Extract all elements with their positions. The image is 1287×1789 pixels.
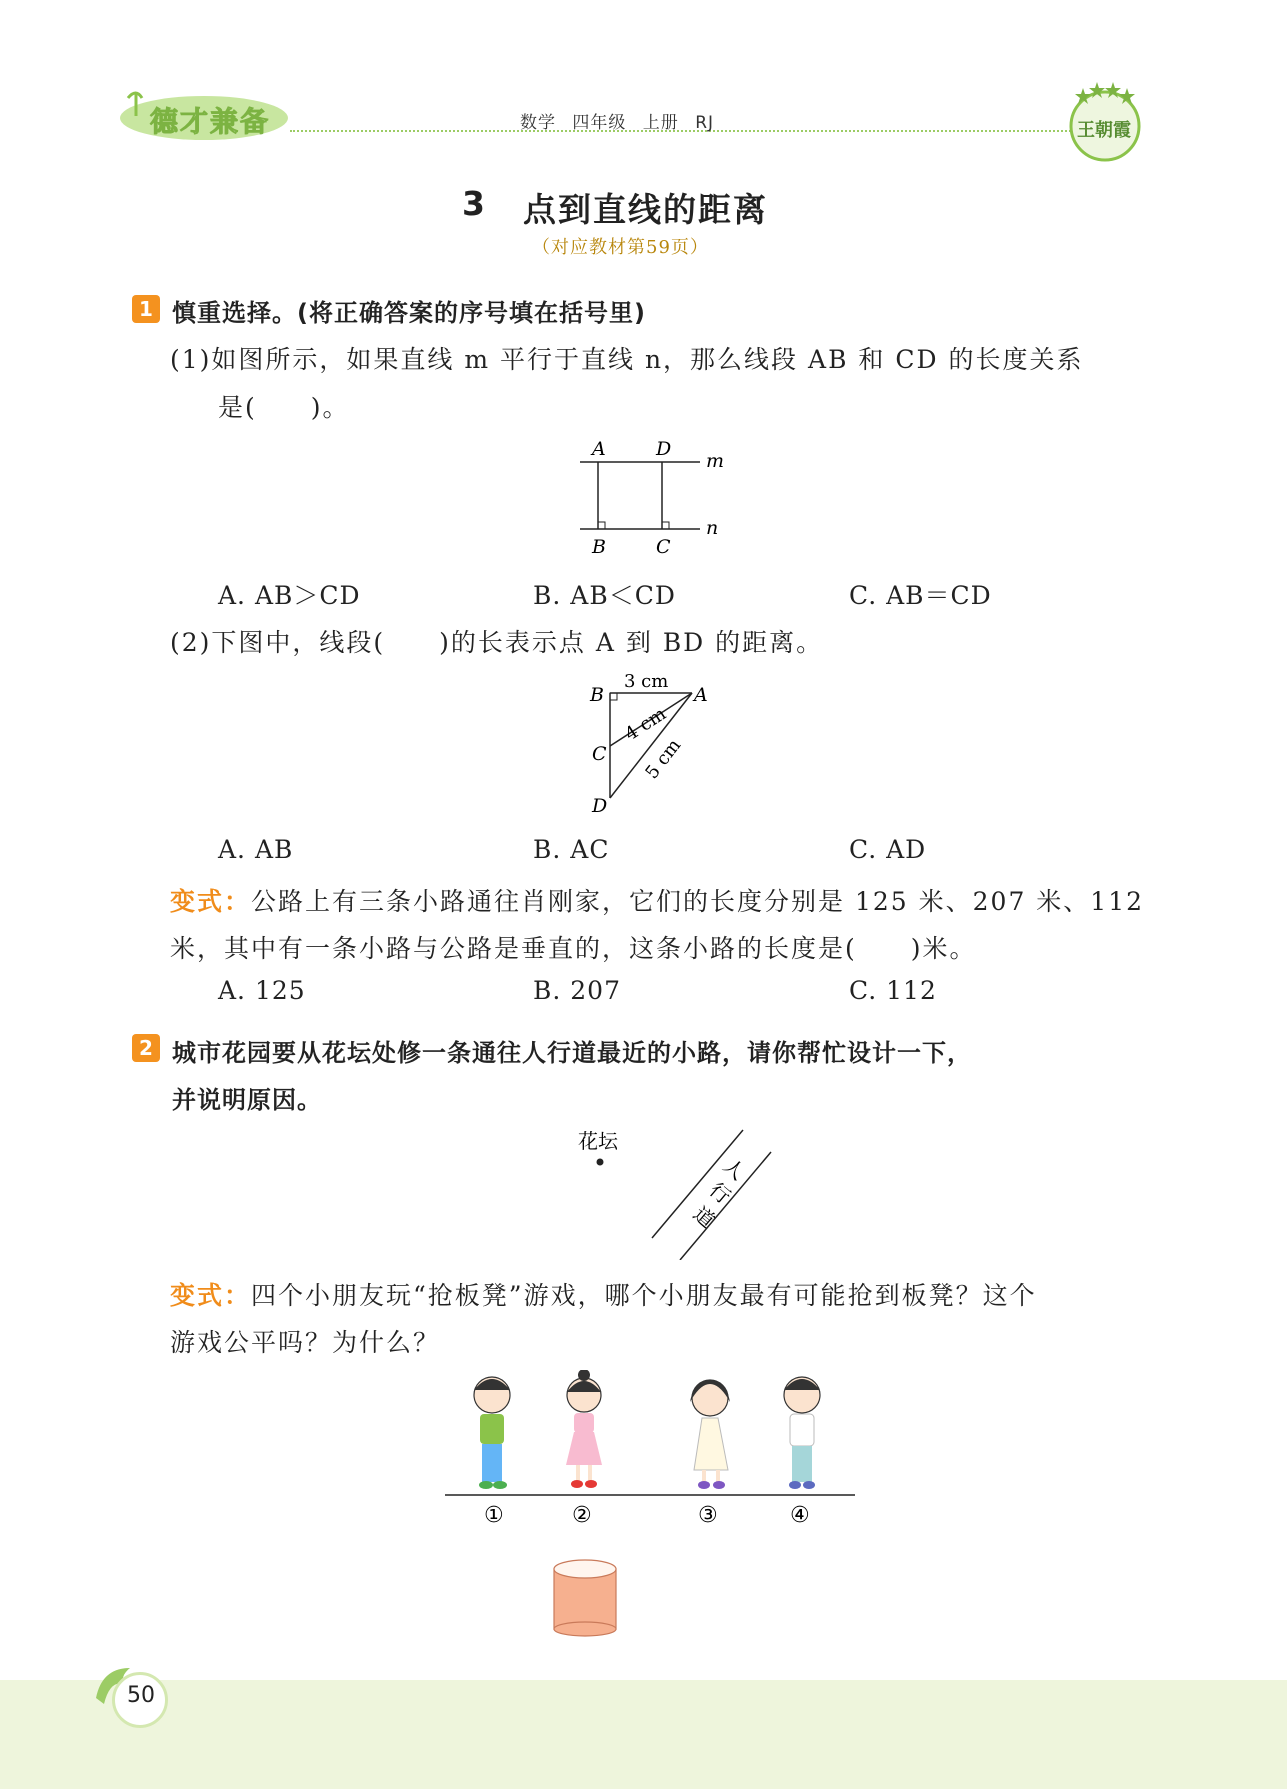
brand-logo-text: 德才兼备: [150, 105, 271, 138]
point-label: B: [592, 536, 606, 558]
question-heading: 并说明原因。: [172, 1086, 322, 1114]
position-label: ④: [790, 1503, 810, 1528]
question-number-badge: 1: [132, 295, 160, 323]
flowerbed-sidewalk-figure: [570, 1120, 780, 1260]
option-a[interactable]: A. AB＞CD: [218, 581, 361, 610]
variant-text: 四个小朋友玩“抢板凳”游戏，哪个小朋友最有可能抢到板凳？这个: [251, 1281, 1037, 1310]
position-label: ②: [572, 1503, 592, 1528]
option-c[interactable]: C. AD: [849, 835, 927, 864]
option-c[interactable]: C. 112: [849, 976, 937, 1005]
point-label: C: [592, 743, 607, 765]
line-label: n: [706, 517, 719, 539]
length-label: 3 cm: [624, 671, 669, 692]
child-3-figure: [690, 1380, 730, 1489]
length-label: 4 cm: [621, 703, 670, 746]
child-4-figure: [784, 1377, 820, 1489]
variant-text: 米，其中有一条小路与公路是垂直的，这条小路的长度是( )米。: [170, 934, 977, 963]
point-label: D: [592, 795, 608, 817]
point-label: B: [590, 684, 604, 706]
point-label: A: [592, 438, 606, 460]
page-number: 50: [127, 1683, 155, 1708]
option-b[interactable]: B. 207: [533, 976, 621, 1005]
option-a[interactable]: A. AB: [218, 835, 294, 864]
question-heading: 城市花园要从花坛处修一条通往人行道最近的小路，请你帮忙设计一下，: [172, 1039, 972, 1067]
variant-text: 游戏公平吗？为什么？: [170, 1328, 441, 1357]
footer-band: [0, 1680, 1287, 1789]
child-2-figure: [566, 1370, 602, 1488]
question-text: (1)如图所示，如果直线 m 平行于直线 n，那么线段 AB 和 CD 的长度关系: [170, 345, 1084, 374]
variant-label: 变式：: [170, 887, 252, 916]
option-a[interactable]: A. 125: [218, 976, 306, 1005]
length-label: 5 cm: [641, 735, 686, 784]
variant-question-line: [170, 882, 1144, 918]
variant-question-line: [170, 1276, 1037, 1312]
header-subject: 数学 四年级 上册 RJ: [520, 113, 715, 133]
sidewalk-label: 道: [688, 1201, 720, 1233]
triangle-figure: [580, 668, 730, 818]
question-heading: 慎重选择。(将正确答案的序号填在括号里): [172, 299, 646, 327]
section-number: 3: [462, 184, 485, 223]
question-number-badge: 2: [132, 1034, 160, 1062]
question-text: 是( )。: [218, 393, 350, 422]
line-label: m: [706, 450, 725, 472]
point-label: D: [656, 438, 672, 460]
option-b[interactable]: B. AC: [533, 835, 610, 864]
point-label: C: [656, 536, 671, 558]
option-c[interactable]: C. AB＝CD: [849, 581, 992, 610]
children-game-illustration: [440, 1370, 860, 1540]
page-title: 点到直线的距离: [523, 190, 768, 229]
flowerbed-label: 花坛: [578, 1129, 618, 1153]
option-b[interactable]: B. AB＜CD: [533, 581, 676, 610]
variant-text: 公路上有三条小路通往肖刚家，它们的长度分别是 125 米、207 米、112: [251, 887, 1145, 916]
child-1-figure: [474, 1377, 510, 1489]
question-text: (2)下图中，线段( )的长表示点 A 到 BD 的距离。: [170, 628, 824, 657]
variant-label: 变式：: [170, 1281, 252, 1310]
stool-illustration: [550, 1555, 620, 1637]
position-label: ①: [484, 1503, 504, 1528]
flowerbed-point: [597, 1159, 604, 1166]
point-label: A: [694, 684, 708, 706]
parallel-lines-figure: [570, 435, 740, 560]
sidewalk-label: 人: [718, 1153, 750, 1185]
page-subtitle: （对应教材第59页）: [532, 237, 709, 258]
sidewalk-label: 行: [704, 1177, 736, 1209]
badge-seal-text: 王朝霞: [1077, 120, 1131, 141]
position-label: ③: [698, 1503, 718, 1528]
